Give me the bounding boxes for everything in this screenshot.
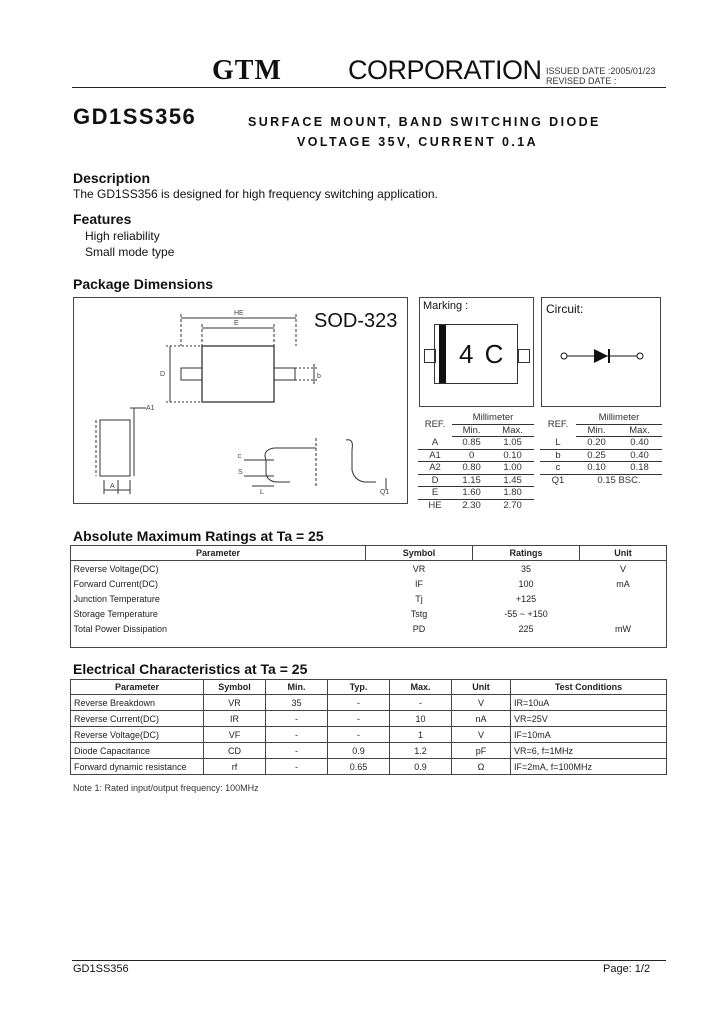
unit-cell: V	[452, 727, 511, 743]
features-heading: Features	[73, 211, 132, 227]
table-row	[71, 695, 667, 711]
issued-date: ISSUED DATE :2005/01/23	[546, 66, 656, 76]
table-header-row	[71, 680, 667, 695]
param-cell: Reverse Voltage(DC)	[73, 563, 159, 574]
max-cell: 10	[390, 711, 452, 727]
unit-cell: nA	[452, 711, 511, 727]
table-row	[71, 759, 667, 775]
description-text: The GD1SS356 is designed for high frequency switching application.	[73, 187, 438, 201]
footer-part-number: GD1SS356	[73, 963, 129, 975]
label-A1: A1	[146, 405, 155, 412]
cathode-band	[439, 325, 446, 383]
symbol-cell: Tj	[415, 593, 423, 604]
dim-max-header: Max.	[617, 424, 662, 437]
label-A: A	[110, 483, 115, 490]
min-cell: 35	[266, 695, 328, 711]
dim-ref: c	[540, 462, 576, 475]
dim-max: 0.40	[617, 437, 662, 450]
rating-cell: +125	[515, 593, 537, 604]
param-cell: Storage Temperature	[73, 608, 158, 619]
col-max: Max.	[390, 680, 452, 695]
param-cell: Diode Capacitance	[71, 743, 204, 759]
unit-cell: mW	[615, 623, 631, 634]
circuit-box	[541, 297, 661, 407]
header-divider	[72, 87, 666, 88]
dim-max: 2.70	[503, 499, 522, 511]
unit-cell: mA	[616, 578, 630, 589]
dimension-table-left	[418, 412, 534, 511]
issue-dates	[546, 66, 655, 86]
dim-min: 0.85	[452, 437, 491, 450]
col-min: Min.	[266, 680, 328, 695]
condition-cell: IF=2mA, f=100MHz	[511, 759, 667, 775]
dim-mm-header: Millimeter	[452, 412, 534, 424]
circuit-label: Circuit:	[546, 302, 584, 316]
dim-min-header: Min.	[576, 424, 617, 437]
symbol-cell: Tstg	[410, 608, 428, 619]
param-cell: Junction Temperature	[73, 593, 160, 604]
dim-max: 0.40	[617, 449, 662, 462]
dim-max: 1.80	[491, 487, 534, 500]
col-parameter: Parameter	[71, 546, 366, 561]
label-b: b	[317, 373, 321, 380]
col-typ: Typ.	[328, 680, 390, 695]
package-name: SOD-323	[314, 310, 398, 332]
unit-cell: Ω	[452, 759, 511, 775]
dim-min: 0.80	[452, 462, 491, 475]
dim-ref-header: REF.	[547, 418, 569, 430]
param-cell: Reverse Breakdown	[71, 695, 204, 711]
footer-divider	[72, 960, 666, 961]
company-logo: GTM	[212, 55, 282, 86]
col-ratings: Ratings	[473, 546, 580, 561]
rating-cell: 100	[518, 578, 534, 589]
col-conditions: Test Conditions	[511, 680, 667, 695]
dim-max: 1.00	[491, 462, 534, 475]
symbol-cell: VR	[204, 695, 266, 711]
dim-span: 0.15 BSC.	[597, 474, 641, 486]
rating-cell: -55 ~ +150	[504, 608, 548, 619]
dim-min: 0.10	[576, 462, 617, 475]
param-cell: Reverse Voltage(DC)	[71, 727, 204, 743]
symbol-cell: VR	[412, 563, 426, 574]
dimension-table-right	[540, 412, 662, 486]
label-L: L	[260, 489, 264, 496]
col-symbol: Symbol	[366, 546, 473, 561]
marking-code: 4 C	[459, 339, 506, 369]
symbol-cell: rf	[204, 759, 266, 775]
label-c: c	[238, 453, 242, 460]
col-unit: Unit	[452, 680, 511, 695]
param-cell: Reverse Current(DC)	[71, 711, 204, 727]
electrical-heading: Electrical Characteristics at Ta = 25	[73, 661, 308, 677]
symbol-cell: IF	[415, 578, 423, 589]
unit-cell: V	[452, 695, 511, 711]
rating-cell: 225	[518, 623, 534, 634]
max-cell: 0.9	[390, 759, 452, 775]
min-cell: -	[266, 759, 328, 775]
description-heading: Description	[73, 170, 151, 186]
package-drawing-box	[73, 297, 408, 504]
unit-cell: pF	[452, 743, 511, 759]
max-cell: 1.2	[390, 743, 452, 759]
subtitle-line-2: VOLTAGE 35V, CURRENT 0.1A	[297, 135, 539, 149]
typ-cell: -	[328, 727, 390, 743]
table-row	[71, 591, 667, 606]
col-parameter: Parameter	[71, 680, 204, 695]
part-number: GD1SS356	[73, 104, 197, 129]
marking-package-body	[434, 324, 518, 384]
dim-ref: A1	[418, 449, 452, 462]
dim-max: 1.45	[491, 474, 534, 487]
typ-cell: -	[328, 695, 390, 711]
dim-ref: A	[418, 437, 452, 450]
electrical-table	[70, 679, 667, 775]
dim-min: 0	[452, 449, 491, 462]
param-cell: Forward Current(DC)	[73, 578, 159, 589]
dim-mm-header: Millimeter	[576, 412, 662, 424]
unit-cell	[580, 606, 667, 621]
marking-box	[419, 297, 534, 407]
label-D: D	[160, 371, 166, 378]
table-row	[71, 561, 667, 577]
unit-cell	[580, 591, 667, 606]
condition-cell: IR=10uA	[511, 695, 667, 711]
symbol-cell: IR	[204, 711, 266, 727]
label-Q1: Q1	[380, 489, 390, 496]
min-cell: -	[266, 743, 328, 759]
typ-cell: 0.65	[328, 759, 390, 775]
dim-ref: E	[418, 487, 452, 500]
unit-cell: V	[619, 563, 626, 574]
table-row	[71, 606, 667, 621]
table-row	[71, 576, 667, 591]
dim-min: 2.30	[462, 499, 481, 511]
dim-min: 0.25	[576, 449, 617, 462]
feature-item: Small mode type	[85, 245, 175, 259]
dim-ref: Q1	[551, 474, 565, 486]
dim-min: 0.20	[576, 437, 617, 450]
diode-symbol-icon	[558, 346, 648, 366]
symbol-cell: VF	[204, 727, 266, 743]
dim-ref-header: REF.	[424, 418, 446, 430]
dim-min-header: Min.	[452, 424, 491, 437]
dim-ref: L	[540, 437, 576, 450]
footnote: Note 1: Rated input/output frequency: 100MHz	[73, 783, 259, 793]
label-HE: HE	[234, 310, 244, 317]
feature-item: High reliability	[85, 229, 160, 243]
company-name: CORPORATION	[348, 55, 542, 85]
rating-cell: 35	[520, 563, 531, 574]
condition-cell: VR=25V	[511, 711, 667, 727]
dim-max: 1.05	[491, 437, 534, 450]
col-unit: Unit	[580, 546, 667, 561]
table-header-row	[71, 546, 667, 561]
page-number: Page: 1/2	[603, 963, 651, 975]
dim-min: 1.60	[452, 487, 491, 500]
dim-ref: b	[540, 449, 576, 462]
package-heading: Package Dimensions	[73, 276, 214, 292]
absolute-ratings-table	[70, 545, 667, 636]
typ-cell: 0.9	[328, 743, 390, 759]
condition-cell: IF=10mA	[511, 727, 667, 743]
marking-label: Marking :	[423, 300, 469, 312]
dim-min: 1.15	[452, 474, 491, 487]
dim-max: 0.18	[617, 462, 662, 475]
typ-cell: -	[328, 711, 390, 727]
param-cell: Forward dynamic resistance	[71, 759, 204, 775]
marking-lead-right	[518, 349, 530, 363]
dim-max-header: Max.	[491, 424, 534, 437]
table-row	[71, 743, 667, 759]
dim-max: 0.10	[491, 449, 534, 462]
max-cell: -	[390, 695, 452, 711]
table-row	[71, 621, 667, 636]
param-cell: Total Power Dissipation	[73, 623, 168, 634]
revised-date: REVISED DATE :	[546, 76, 617, 86]
condition-cell: VR=6, f=1MHz	[511, 743, 667, 759]
table-row	[71, 711, 667, 727]
dim-ref: HE	[428, 499, 442, 511]
absolute-ratings-heading: Absolute Maximum Ratings at Ta = 25	[73, 528, 324, 544]
dim-ref: A2	[418, 462, 452, 475]
table-row	[71, 727, 667, 743]
col-symbol: Symbol	[204, 680, 266, 695]
subtitle-line-1: SURFACE MOUNT, BAND SWITCHING DIODE	[248, 115, 601, 129]
label-S: S	[238, 469, 243, 476]
max-cell: 1	[390, 727, 452, 743]
min-cell: -	[266, 711, 328, 727]
min-cell: -	[266, 727, 328, 743]
symbol-cell: PD	[412, 623, 426, 634]
symbol-cell: CD	[204, 743, 266, 759]
package-outline-drawing	[74, 298, 407, 503]
dim-ref: D	[418, 474, 452, 487]
label-E: E	[234, 320, 239, 327]
